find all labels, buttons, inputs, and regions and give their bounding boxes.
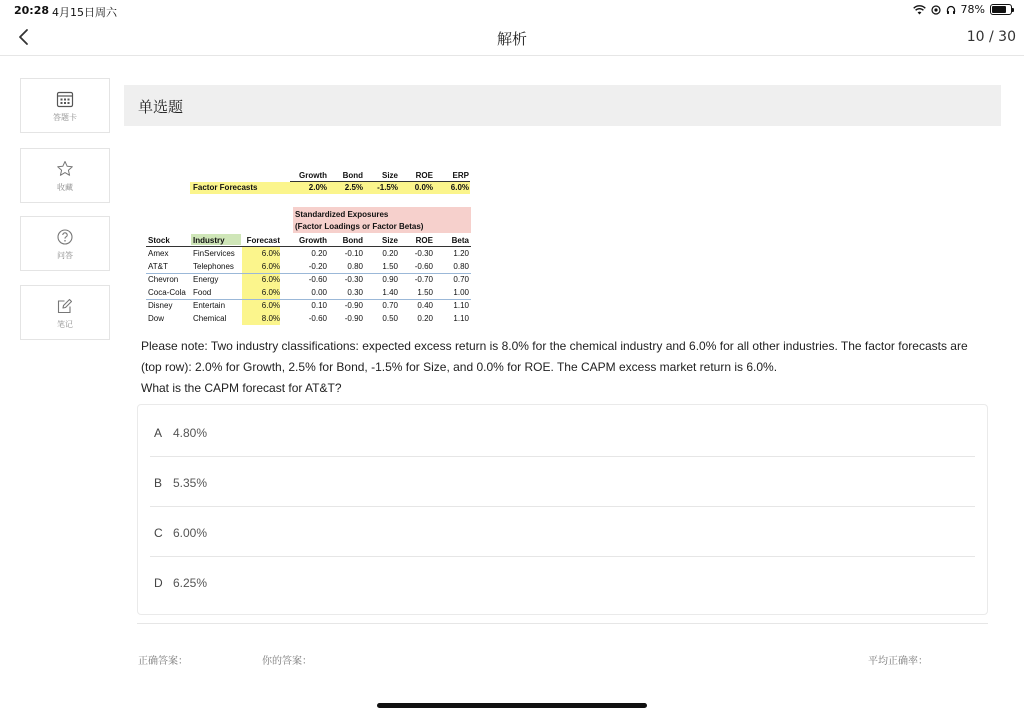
edit-note-icon: [55, 296, 75, 316]
location-icon: [931, 5, 941, 15]
column-header: Stock: [148, 236, 170, 245]
table-cell: -0.90: [344, 314, 363, 323]
status-right: [913, 3, 1012, 16]
factor-value: 2.5%: [344, 183, 363, 192]
option-text: 5.35%: [173, 476, 208, 490]
correct-answer-label: 正确答案：: [138, 656, 188, 667]
sidebar-item-label: 笔记: [57, 320, 73, 329]
question-circle-icon: [55, 227, 75, 247]
table-cell: 1.40: [382, 288, 398, 297]
factor-header: ROE: [415, 171, 433, 180]
table-cell: -0.20: [308, 262, 327, 271]
table-cell: 1.10: [453, 301, 469, 310]
option-b[interactable]: [150, 457, 975, 507]
headphones-icon: [946, 5, 956, 15]
favorite-button[interactable]: [20, 148, 110, 203]
question-text-line: What is the CAPM forecast for AT&T?: [141, 381, 342, 395]
answer-sheet-button[interactable]: [20, 78, 110, 133]
table-cell: Food: [193, 288, 212, 297]
section-divider: [137, 623, 988, 624]
option-letter: A: [154, 426, 163, 440]
option-text: 6.25%: [173, 576, 208, 590]
home-indicator[interactable]: [377, 703, 647, 708]
column-header: Forecast: [246, 236, 280, 245]
table-cell: -0.70: [414, 275, 433, 284]
notes-button[interactable]: [20, 285, 110, 340]
group-separator: [146, 273, 471, 274]
factor-value: 2.0%: [308, 183, 327, 192]
question-text: [141, 336, 1001, 399]
table-cell: 6.0%: [261, 262, 280, 271]
column-header: Growth: [299, 236, 327, 245]
table-cell: 0.00: [311, 288, 327, 297]
table-cell: Entertain: [193, 301, 226, 310]
qa-button[interactable]: [20, 216, 110, 271]
page-title: 解析: [496, 30, 527, 48]
table-cell: 8.0%: [261, 314, 280, 323]
table-cell: -0.60: [414, 262, 433, 271]
option-letter: C: [154, 526, 163, 540]
table-cell: Chemical: [193, 314, 227, 323]
table-cell: 1.00: [453, 288, 469, 297]
factor-value: -1.5%: [377, 183, 398, 192]
table-cell: 1.50: [382, 262, 398, 271]
table-cell: 6.0%: [261, 301, 280, 310]
your-answer-label: 你的答案：: [262, 656, 312, 667]
table-cell: 1.20: [453, 249, 469, 258]
battery-icon: [990, 4, 1012, 15]
wifi-icon: [913, 5, 926, 15]
table-cell: 6.0%: [261, 288, 280, 297]
table-cell: 0.30: [347, 288, 363, 297]
table-cell: 0.90: [382, 275, 398, 284]
factor-forecasts-label: Factor Forecasts: [193, 183, 258, 192]
question-type-label: 单选题: [138, 98, 184, 116]
column-header: Beta: [451, 236, 469, 245]
table-cell: Coca-Cola: [148, 288, 186, 297]
factor-header: Growth: [299, 171, 327, 180]
question-text-line: Please note: Two industry classifications: expected excess return is 8.0% for the chemical industry and 6.0% for all other industries. The factor forecasts are: [141, 339, 968, 353]
factor-header: Bond: [342, 171, 363, 180]
table-cell: 0.10: [311, 301, 327, 310]
table-cell: AT&T: [148, 262, 168, 271]
factor-value: 0.0%: [414, 183, 433, 192]
table-cell: 1.50: [417, 288, 433, 297]
rule-line: [146, 246, 471, 247]
factor-header: Size: [381, 171, 398, 180]
table-cell: Chevron: [148, 275, 179, 284]
table-cell: 0.80: [347, 262, 363, 271]
status-bar: [0, 0, 1024, 20]
battery-fill: [992, 6, 1006, 13]
table-cell: FinServices: [193, 249, 235, 258]
table-cell: 6.0%: [261, 249, 280, 258]
table-cell: 0.20: [311, 249, 327, 258]
battery-percent: 78%: [960, 3, 985, 16]
option-text: 4.80%: [173, 426, 208, 440]
table-cell: Dow: [148, 314, 165, 323]
table-cell: -0.60: [308, 275, 327, 284]
table-cell: -0.60: [308, 314, 327, 323]
status-time: 20:28: [14, 4, 50, 17]
sidebar-item-label: 答题卡: [53, 113, 77, 122]
table-cell: Energy: [193, 275, 219, 284]
option-c[interactable]: [150, 507, 975, 557]
option-text: 6.00%: [173, 526, 208, 540]
exposures-title: Standardized Exposures: [295, 210, 389, 219]
column-header: ROE: [415, 236, 433, 245]
question-progress: 10 / 30: [966, 29, 1016, 45]
table-cell: -0.30: [344, 275, 363, 284]
table-cell: 0.70: [382, 301, 398, 310]
table-cell: 1.10: [453, 314, 469, 323]
table-cell: -0.30: [414, 249, 433, 258]
table-cell: 0.50: [382, 314, 398, 323]
table-cell: 0.80: [453, 262, 469, 271]
table-cell: 6.0%: [261, 275, 280, 284]
average-rate-label: 平均正确率：: [868, 656, 928, 667]
sidebar-item-label: 问答: [57, 251, 73, 260]
sidebar-item-label: 收藏: [57, 183, 73, 192]
question-text-line: (top row): 2.0% for Growth, 2.5% for Bond, -1.5% for Size, and 0.0% for ROE. The CAPM excess market return is 6.0%.: [141, 360, 778, 374]
table-cell: -0.10: [344, 249, 363, 258]
column-header: Size: [381, 236, 398, 245]
factor-header: ERP: [452, 171, 469, 180]
table-cell: Disney: [148, 301, 173, 310]
table-cell: Amex: [148, 249, 169, 258]
option-letter: B: [154, 476, 163, 490]
calendar-grid-icon: [55, 89, 75, 109]
exposures-subtitle: (Factor Loadings or Factor Betas): [295, 222, 424, 231]
option-d[interactable]: [150, 557, 975, 607]
answer-options: [137, 404, 988, 615]
question-type-header: [124, 85, 1001, 126]
star-icon: [55, 159, 75, 179]
table-cell: 0.70: [453, 275, 469, 284]
status-date: 4月15日周六: [52, 6, 117, 19]
option-letter: D: [154, 576, 163, 590]
group-separator: [146, 299, 471, 300]
table-cell: 0.20: [417, 314, 433, 323]
table-cell: -0.90: [344, 301, 363, 310]
table-cell: 0.40: [417, 301, 433, 310]
column-header: Industry: [193, 236, 225, 245]
factor-table: [146, 168, 476, 328]
nav-bar: [0, 20, 1024, 56]
factor-value: 6.0%: [450, 183, 469, 192]
column-header: Bond: [342, 236, 363, 245]
option-a[interactable]: [150, 407, 975, 457]
table-cell: Telephones: [193, 262, 234, 271]
table-cell: 0.20: [382, 249, 398, 258]
